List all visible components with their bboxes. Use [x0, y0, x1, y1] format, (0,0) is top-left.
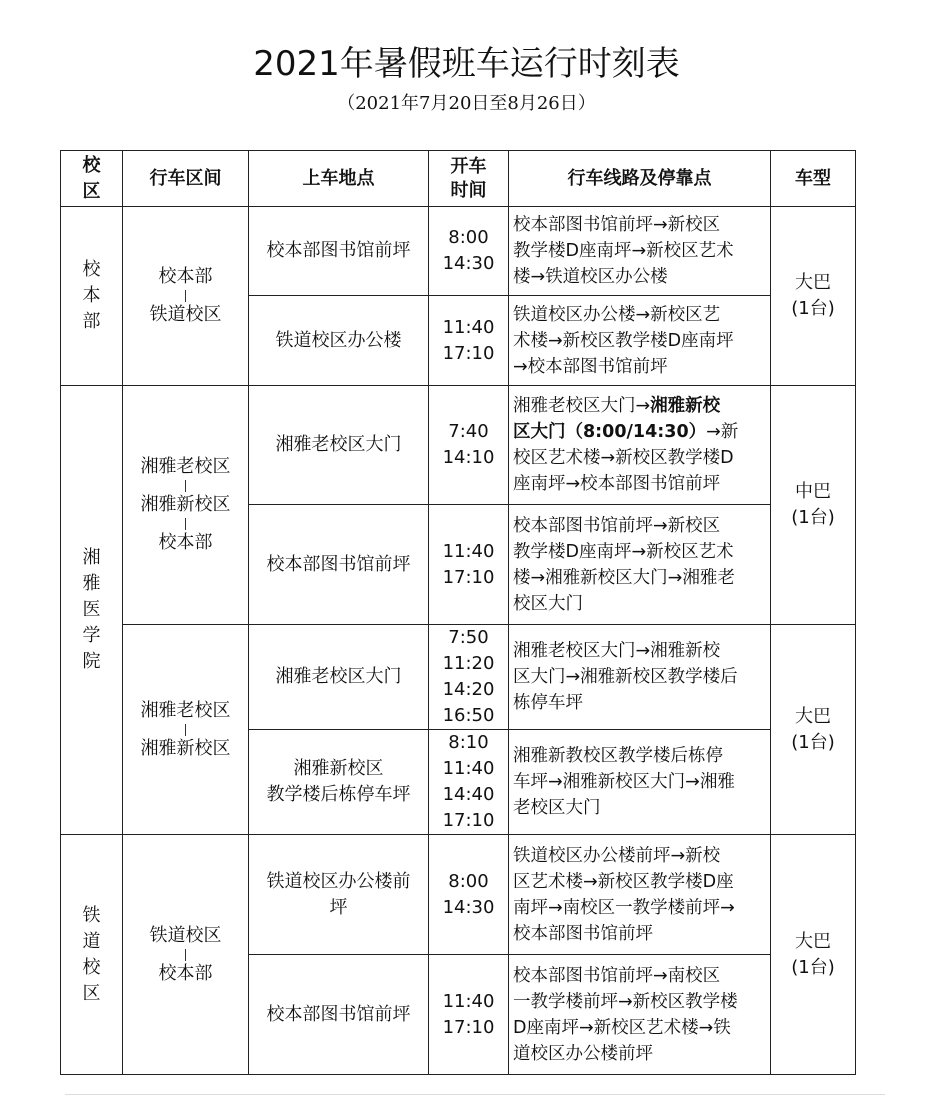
departure-time: 8:00 [448, 227, 489, 248]
time-cell [429, 207, 509, 296]
departure-time: 11:40 [442, 540, 495, 562]
route-text: 教学楼D座南坪→新校区艺术 [513, 541, 734, 562]
footer-divider [65, 1094, 885, 1095]
route-line [513, 690, 764, 716]
departure-time: 11:40 [442, 990, 495, 1012]
header-vehicle: 车型 [771, 151, 856, 207]
route-text: 校本部图书馆前坪→新校区 [513, 215, 721, 235]
pickup-location: 湘雅老校区大门 [275, 666, 402, 687]
departure-time: 17:10 [442, 342, 495, 364]
route-line [513, 264, 764, 290]
campus-name: 校本部 [82, 259, 101, 332]
departure-time: 7:40 [448, 421, 489, 442]
pickup-cell [249, 835, 429, 955]
departure-time: 11:40 [442, 758, 495, 779]
pickup-location: 湘雅新校区 [293, 758, 384, 779]
pickup-location: 铁道校区办公楼前 [266, 870, 411, 892]
departure-time: 7:50 [448, 627, 489, 648]
header-time-label: 开车时间 [450, 155, 487, 201]
vehicle-type: (1台) [791, 731, 835, 753]
route-text: 区大门→湘雅新校区教学楼后 [513, 667, 738, 687]
route-cell [509, 730, 771, 835]
route-line [513, 328, 764, 354]
time-cell [429, 296, 509, 386]
route-text: 楼→湘雅新校区大门→湘雅老 [513, 567, 735, 588]
vehicle-type: 大巴 [795, 272, 831, 293]
route-line [513, 238, 764, 264]
vehicle-type: (1台) [791, 956, 835, 978]
departure-time: 8:10 [448, 732, 489, 753]
route-text: 南坪→南校区一教学楼前坪→ [513, 897, 735, 918]
route-line [513, 743, 764, 769]
route-line [513, 591, 764, 617]
route-line [513, 869, 764, 895]
route-text: →新 [706, 422, 739, 442]
vehicle-type: 中巴 [795, 481, 831, 502]
route-line [513, 921, 764, 947]
route-cell [509, 835, 771, 955]
route-line [513, 963, 764, 989]
pickup-cell [249, 207, 429, 296]
route-line [513, 1041, 764, 1067]
route-text: 术楼→新校区教学楼D座南坪 [513, 330, 734, 351]
vehicle-type: 大巴 [795, 930, 831, 952]
connector-line [185, 480, 187, 492]
pickup-location: 校本部图书馆前坪 [266, 553, 411, 575]
section-stop: 铁道校区 [149, 924, 222, 946]
pickup-location: 湘雅老校区大门 [275, 434, 402, 455]
route-text: 车坪→湘雅新校区大门→湘雅 [513, 772, 735, 792]
section-stop: 校本部 [158, 532, 213, 553]
pickup-cell [249, 955, 429, 1075]
route-text: 座南坪→校本部图书馆前坪 [513, 474, 721, 494]
campus-name: 湘雅医学院 [82, 547, 101, 672]
vehicle-type: (1台) [791, 507, 835, 528]
departure-time: 14:10 [442, 447, 495, 468]
route-text: 校本部图书馆前坪 [513, 923, 653, 944]
pickup-location: 校本部图书馆前坪 [266, 1003, 411, 1025]
header-pickup: 上车地点 [249, 151, 429, 207]
route-text: 楼→铁道校区办公楼 [513, 267, 668, 287]
route-line [513, 769, 764, 795]
table-row [61, 386, 856, 505]
vehicle-type: 大巴 [795, 705, 831, 727]
route-text: 铁道校区办公楼→新校区艺 [513, 304, 721, 325]
connector-line [185, 518, 187, 530]
departure-time: 14:30 [442, 896, 495, 918]
route-text: 老校区大门 [513, 798, 601, 818]
departure-time: 14:30 [442, 253, 495, 274]
pickup-cell [249, 386, 429, 505]
pickup-location: 校本部图书馆前坪 [266, 240, 411, 261]
pickup-location: 教学楼后栋停车坪 [266, 784, 411, 805]
route-highlight: 湘雅新校 [650, 396, 721, 416]
campus-cell [61, 207, 123, 386]
section-cell [123, 625, 249, 835]
vehicle-cell [771, 386, 856, 625]
departure-time: 16:50 [442, 705, 495, 726]
route-line [513, 895, 764, 921]
departure-time: 17:10 [442, 566, 495, 588]
route-line [513, 795, 764, 821]
route-text: 区艺术楼→新校区教学楼D座 [513, 871, 734, 892]
route-text: 道校区办公楼前坪 [513, 1043, 653, 1064]
departure-time: 8:00 [448, 870, 489, 892]
route-cell [509, 955, 771, 1075]
route-text: 校本部图书馆前坪→南校区 [513, 965, 721, 986]
route-cell [509, 505, 771, 625]
departure-time: 11:40 [442, 316, 495, 338]
route-line [513, 445, 764, 471]
campus-cell [61, 386, 123, 835]
route-text: 校区大门 [513, 593, 583, 614]
route-text: 栋停车坪 [513, 693, 583, 713]
route-text: 湘雅老校区大门→ [513, 396, 651, 416]
header-campus [61, 151, 123, 207]
route-text: 教学楼D座南坪→新校区艺术 [513, 241, 734, 261]
time-cell [429, 835, 509, 955]
header-time [429, 151, 509, 207]
header-section: 行车区间 [123, 151, 249, 207]
section-stop: 校本部 [158, 266, 213, 287]
connector-line [185, 290, 187, 302]
route-line [513, 843, 764, 869]
route-line [513, 989, 764, 1015]
time-cell [429, 505, 509, 625]
pickup-cell [249, 730, 429, 835]
route-cell [509, 296, 771, 386]
route-text: D座南坪→新校区艺术楼→铁 [513, 1017, 731, 1038]
departure-time: 11:20 [442, 653, 495, 674]
time-cell [429, 730, 509, 835]
route-line [513, 638, 764, 664]
route-line [513, 1015, 764, 1041]
section-stop: 校本部 [158, 962, 213, 984]
section-cell [123, 835, 249, 1075]
route-line [513, 664, 764, 690]
campus-name: 铁道校区 [82, 904, 101, 1004]
pickup-location: 坪 [329, 896, 348, 918]
connector-line [185, 949, 187, 961]
route-line [513, 539, 764, 565]
time-cell [429, 955, 509, 1075]
connector-line [185, 724, 187, 736]
departure-time: 17:10 [442, 1016, 495, 1038]
date-range: （2021年7月20日至8月26日） [337, 93, 596, 114]
route-text: 一教学楼前坪→新校区教学楼 [513, 991, 738, 1012]
route-line [513, 471, 764, 497]
route-text: →校本部图书馆前坪 [513, 356, 668, 377]
section-stop: 湘雅新校区 [140, 494, 231, 515]
page-title: 2021年暑假班车运行时刻表 [253, 44, 680, 84]
departure-time: 14:20 [442, 679, 495, 700]
table-row [61, 207, 856, 296]
pickup-location: 铁道校区办公楼 [275, 329, 402, 351]
section-stop: 湘雅老校区 [140, 456, 231, 477]
section-stop: 铁道校区 [149, 304, 222, 325]
time-cell [429, 625, 509, 730]
time-cell [429, 386, 509, 505]
header-route: 行车线路及停靠点 [509, 151, 771, 207]
route-line [513, 212, 764, 238]
vehicle-cell [771, 625, 856, 835]
table-row [61, 835, 856, 955]
bus-schedule-table [60, 150, 856, 1075]
table-row [61, 625, 856, 730]
vehicle-cell [771, 835, 856, 1075]
route-line [513, 565, 764, 591]
route-cell [509, 625, 771, 730]
pickup-cell [249, 505, 429, 625]
departure-time: 14:40 [442, 784, 495, 805]
pickup-cell [249, 625, 429, 730]
departure-time: 17:10 [442, 810, 495, 831]
section-cell [123, 386, 249, 625]
route-cell [509, 386, 771, 505]
campus-cell [61, 835, 123, 1075]
vehicle-cell [771, 207, 856, 386]
section-stop: 湘雅老校区 [140, 699, 231, 721]
route-line [513, 419, 764, 445]
route-text: 校区艺术楼→新校区教学楼D [513, 448, 734, 468]
route-cell [509, 207, 771, 296]
route-text: 铁道校区办公楼前坪→新校 [513, 845, 721, 866]
header-row [61, 151, 856, 207]
route-line [513, 513, 764, 539]
route-text: 湘雅新教校区教学楼后栋停 [513, 746, 723, 766]
route-line [513, 354, 764, 380]
route-line [513, 302, 764, 328]
route-line [513, 393, 764, 419]
section-cell [123, 207, 249, 386]
header-campus-label: 校区 [82, 154, 101, 202]
route-text: 校本部图书馆前坪→新校区 [513, 515, 721, 536]
section-stop: 湘雅新校区 [140, 737, 231, 759]
vehicle-type: (1台) [791, 298, 835, 319]
route-highlight: 区大门（8:00/14:30） [513, 422, 707, 442]
route-text: 湘雅老校区大门→湘雅新校 [513, 641, 721, 661]
pickup-cell [249, 296, 429, 386]
